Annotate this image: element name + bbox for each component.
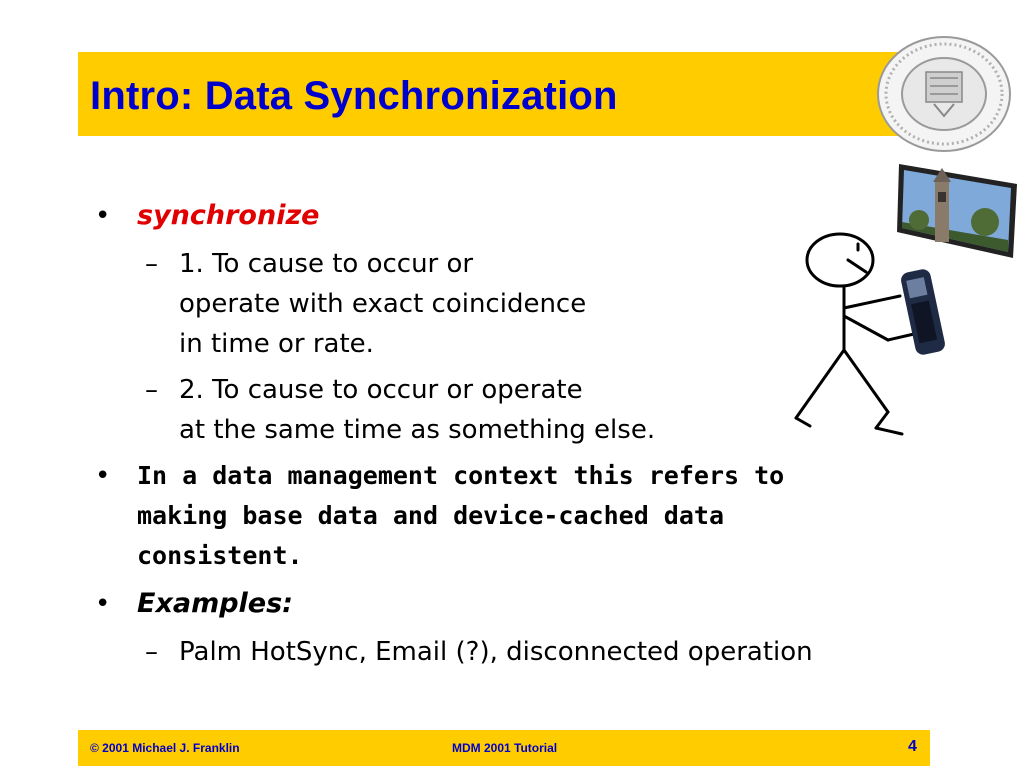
example-item [95, 632, 995, 672]
example-item-text: Palm HotSync, Email (?), disconnected operation [179, 637, 813, 667]
footer-tutorial-name: MDM 2001 Tutorial [452, 741, 558, 755]
bullet-glyph: • [95, 461, 111, 491]
definition-2 [95, 370, 995, 450]
definition-1-line-1: 1. To cause to occur or [179, 249, 474, 279]
footer-copyright: © 2001 Michael J. Franklin [90, 741, 240, 755]
page-number: 4 [908, 738, 917, 755]
data-management-line-1: In a data management context this refers to [137, 461, 785, 490]
bullet-glyph: • [95, 201, 111, 231]
definition-1 [95, 244, 995, 364]
data-management-line-3: consistent. [137, 541, 303, 570]
dash-glyph: – [145, 375, 158, 405]
dash-glyph: – [145, 637, 158, 667]
bullet-synchronize [95, 196, 995, 236]
slide-title: Intro: Data Synchronization [90, 74, 618, 118]
dash-glyph: – [145, 249, 158, 279]
term-synchronize: synchronize [137, 200, 320, 231]
bullet-glyph: • [95, 589, 111, 619]
bullet-data-management [95, 456, 995, 576]
data-management-line-2: making base data and device-cached data [137, 501, 724, 530]
definition-1-line-2: operate with exact coincidence [179, 289, 587, 319]
university-seal-icon [874, 34, 1014, 154]
definition-2-line-2: at the same time as something else. [179, 415, 656, 445]
slide-body [95, 196, 995, 678]
definition-1-line-3: in time or rate. [179, 329, 374, 359]
bullet-examples [95, 584, 995, 624]
definition-2-line-1: 2. To cause to occur or operate [179, 375, 583, 405]
examples-label: Examples: [137, 588, 293, 619]
